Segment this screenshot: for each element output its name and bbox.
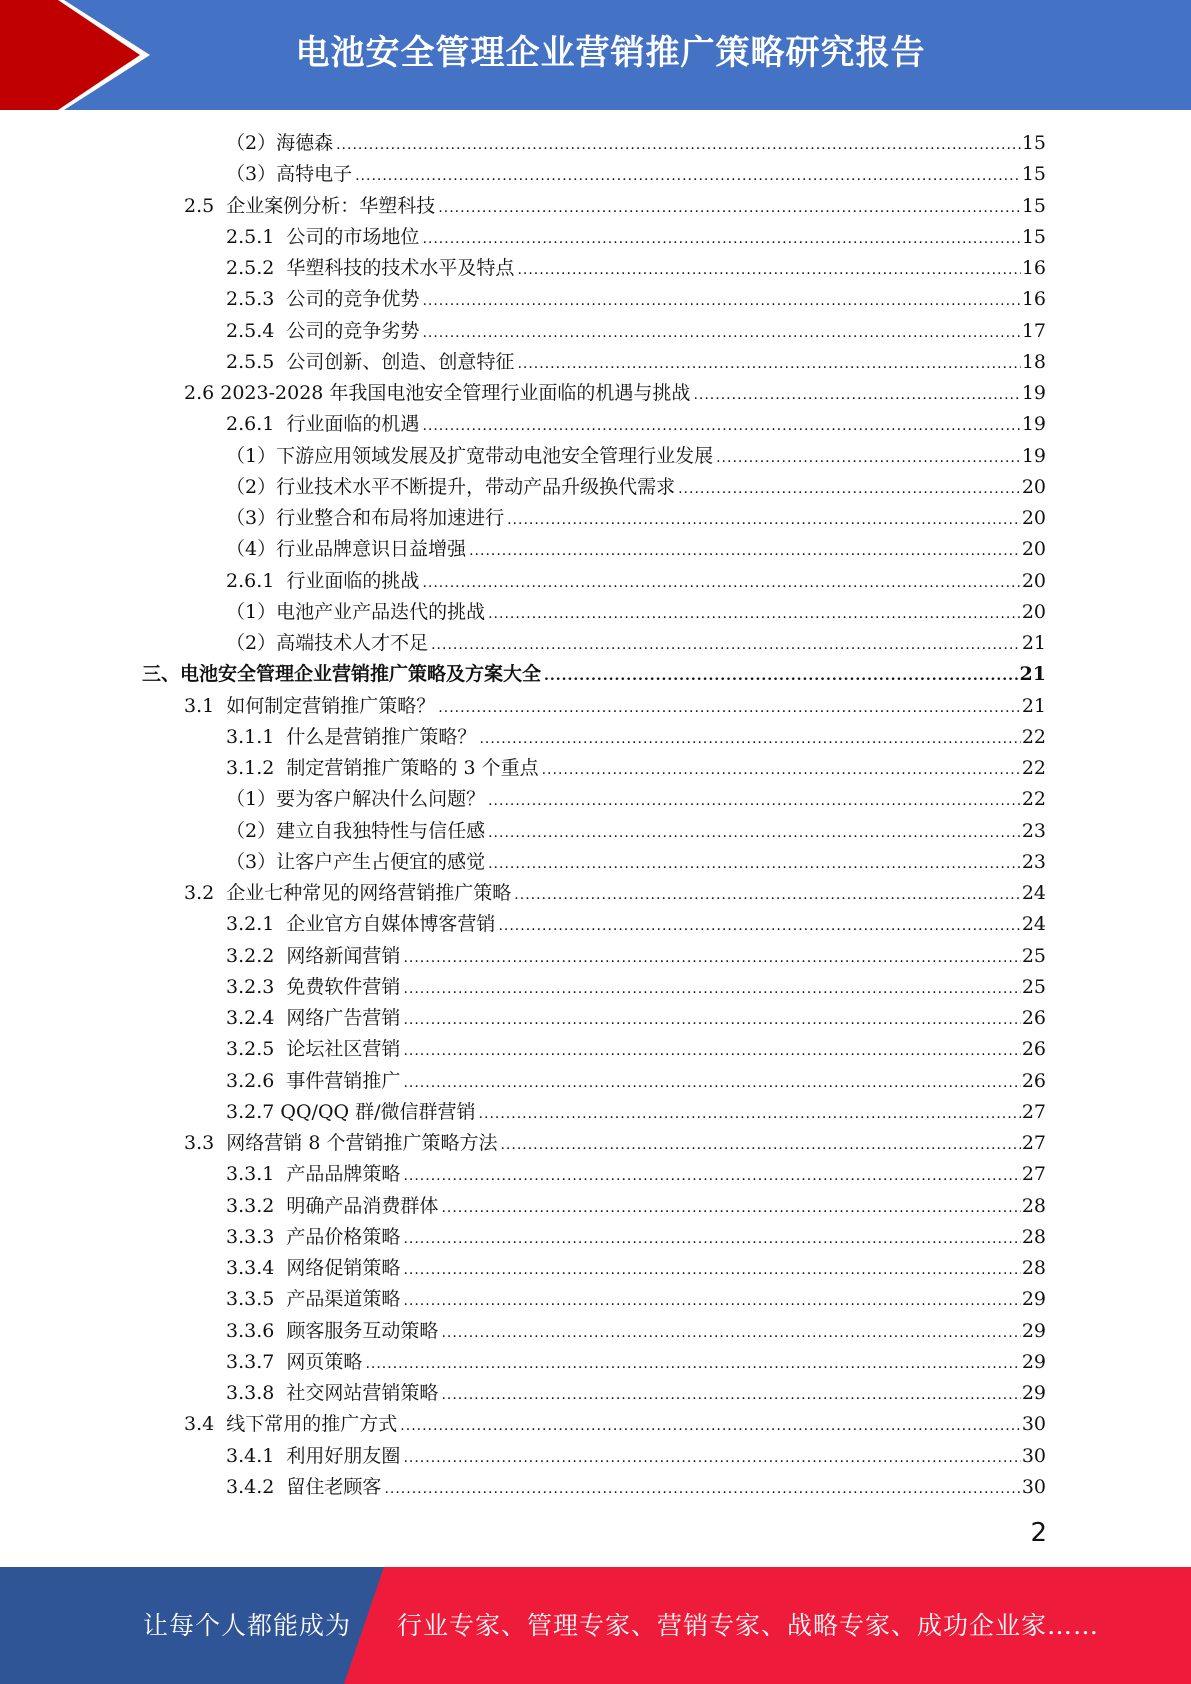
toc-entry-label: 3.3.4 网络促销策略 — [226, 1257, 401, 1279]
toc-entry[interactable] — [0, 1222, 1046, 1253]
toc-entry-page: 18 — [1021, 350, 1046, 373]
toc-entry[interactable] — [0, 972, 1046, 1003]
toc-entry[interactable] — [0, 1159, 1046, 1190]
toc-entry-page: 23 — [1021, 850, 1046, 873]
toc-dot-leader — [336, 130, 1021, 161]
toc-dot-leader — [403, 1286, 1020, 1317]
toc-entry-page: 24 — [1021, 913, 1046, 936]
toc-entry-label: 2.5.1 公司的市场地位 — [226, 225, 420, 248]
toc-entry-page: 26 — [1021, 1007, 1046, 1029]
toc-entry[interactable] — [0, 1253, 1046, 1284]
toc-entry-page: 15 — [1021, 163, 1046, 186]
toc-entry-label: （1）要为客户解决什么问题？ — [226, 788, 486, 811]
toc-dot-leader — [488, 786, 1021, 817]
toc-entry-page: 20 — [1021, 600, 1046, 623]
toc-entry-page: 20 — [1021, 538, 1046, 561]
toc-entry-label: 3.1 如何制定营销推广策略？ — [184, 694, 436, 717]
toc-entry-label: （4）行业品牌意识日益增强 — [226, 538, 467, 561]
toc-entry-page: 27 — [1021, 1163, 1046, 1186]
toc-dot-leader — [403, 1036, 1020, 1067]
toc-entry-label: 3.1.1 什么是营销推广策略？ — [226, 725, 477, 748]
toc-entry[interactable] — [0, 253, 1046, 284]
toc-entry[interactable] — [0, 1316, 1046, 1347]
toc-entry-page: 19 — [1021, 444, 1046, 467]
toc-entry[interactable] — [0, 1472, 1046, 1503]
toc-dot-leader — [514, 880, 1021, 911]
toc-entry-page: 20 — [1021, 569, 1046, 592]
toc-entry-label: 2.5.5 公司创新、创造、创意特征 — [226, 350, 515, 373]
toc-entry-page: 17 — [1021, 319, 1046, 342]
toc-entry[interactable] — [0, 1097, 1046, 1128]
toc-entry-label: 3.2.6 事件营销推广 — [226, 1069, 401, 1092]
toc-dot-leader — [403, 1224, 1020, 1255]
toc-entry-label: 3.3.5 产品渠道策略 — [226, 1288, 401, 1311]
toc-entry-label: 3.4.2 留住老顾客 — [226, 1475, 382, 1498]
toc-entry-page: 30 — [1021, 1444, 1046, 1467]
toc-entry-label: 3.4.1 利用好朋友圈 — [226, 1444, 401, 1467]
toc-entry[interactable] — [0, 1034, 1046, 1065]
toc-dot-leader — [469, 536, 1021, 567]
toc-entry[interactable] — [0, 941, 1046, 972]
page-footer — [0, 1567, 1191, 1684]
toc-entry-label: 3.2.3 免费软件营销 — [226, 975, 401, 998]
toc-entry-page: 19 — [1021, 413, 1046, 436]
toc-entry-page: 22 — [1021, 757, 1046, 779]
toc-entry[interactable] — [0, 784, 1046, 815]
table-of-contents — [0, 128, 1191, 1503]
toc-entry[interactable] — [0, 128, 1046, 159]
toc-entry-page: 28 — [1021, 1257, 1046, 1279]
toc-dot-leader — [438, 193, 1021, 224]
toc-entry-page: 15 — [1021, 132, 1046, 154]
toc-dot-leader — [422, 318, 1020, 349]
toc-entry[interactable] — [0, 347, 1046, 378]
toc-dot-leader — [431, 630, 1021, 661]
toc-dot-leader — [403, 943, 1020, 974]
toc-dot-leader — [403, 1161, 1020, 1192]
toc-dot-leader — [498, 911, 1020, 942]
toc-entry[interactable] — [0, 284, 1046, 315]
toc-entry-label: 三、电池安全管理企业营销推广策略及方案大全 — [142, 663, 542, 686]
toc-entry-label: 3.2.2 网络新闻营销 — [226, 944, 401, 967]
toc-entry-page: 28 — [1021, 1194, 1046, 1217]
toc-entry-page: 19 — [1021, 382, 1046, 404]
toc-entry-page: 21 — [1021, 632, 1046, 654]
toc-entry-page: 28 — [1021, 1225, 1046, 1248]
toc-dot-leader — [517, 255, 1020, 286]
toc-entry[interactable] — [0, 1066, 1046, 1097]
toc-entry-page: 21 — [1021, 694, 1046, 717]
toc-dot-leader — [403, 1068, 1020, 1099]
toc-entry[interactable] — [0, 1284, 1046, 1315]
toc-entry-page: 16 — [1021, 257, 1046, 279]
toc-entry[interactable] — [0, 503, 1046, 534]
toc-dot-leader — [355, 161, 1021, 192]
toc-entry[interactable] — [0, 534, 1046, 565]
toc-entry[interactable] — [0, 816, 1046, 847]
toc-entry-page: 22 — [1021, 725, 1046, 748]
toc-entry-page: 30 — [1021, 1413, 1046, 1436]
toc-entry-page: 22 — [1021, 788, 1046, 811]
toc-dot-leader — [403, 1255, 1020, 1286]
toc-dot-leader — [422, 224, 1020, 255]
toc-entry[interactable] — [0, 1441, 1046, 1472]
toc-entry-label: 3.3.2 明确产品消费群体 — [226, 1194, 439, 1217]
toc-entry-label: （2）建立自我独特性与信任感 — [226, 819, 486, 842]
toc-dot-leader — [693, 380, 1020, 411]
toc-entry-label: 2.6.1 行业面临的挑战 — [226, 569, 420, 592]
toc-entry[interactable] — [0, 909, 1046, 940]
toc-dot-leader — [488, 599, 1021, 630]
toc-entry[interactable] — [0, 1128, 1046, 1159]
toc-entry-page: 27 — [1021, 1132, 1046, 1154]
toc-entry-label: 2.5.2 华塑科技的技术水平及特点 — [226, 257, 515, 279]
toc-entry-label: 2.5.4 公司的竞争劣势 — [226, 319, 420, 342]
toc-dot-leader — [422, 411, 1020, 442]
toc-entry-page: 25 — [1021, 944, 1046, 967]
toc-entry-label: 3.1.2 制定营销推广策略的 3 个重点 — [226, 757, 539, 779]
toc-entry[interactable] — [0, 878, 1046, 909]
toc-dot-leader — [678, 474, 1021, 505]
toc-entry[interactable] — [0, 628, 1046, 659]
toc-entry-label: （2）海德森 — [226, 132, 334, 154]
toc-entry-label: 3.3.7 网页策略 — [226, 1350, 363, 1373]
toc-entry-label: 3.2.5 论坛社区营销 — [226, 1038, 401, 1061]
toc-dot-leader — [422, 568, 1020, 599]
toc-entry-label: 3.3.3 产品价格策略 — [226, 1225, 401, 1248]
toc-entry-label: 3.2.4 网络广告营销 — [226, 1007, 401, 1029]
toc-dot-leader — [500, 1130, 1020, 1161]
toc-entry-page: 15 — [1021, 194, 1046, 217]
toc-entry-label: 3.2.1 企业官方自媒体博客营销 — [226, 913, 496, 936]
toc-entry-page: 21 — [1019, 663, 1046, 686]
toc-dot-leader — [488, 849, 1021, 880]
toc-entry[interactable] — [0, 191, 1046, 222]
toc-entry-label: 2.6 2023-2028 年我国电池安全管理行业面临的机遇与挑战 — [184, 382, 691, 404]
toc-dot-leader — [422, 286, 1020, 317]
toc-dot-leader — [441, 1380, 1020, 1411]
toc-dot-leader — [544, 661, 1019, 692]
toc-entry-label: 3.2.7 QQ/QQ 群/微信群营销 — [226, 1100, 476, 1123]
toc-entry-label: 2.5 企业案例分析：华塑科技 — [184, 194, 436, 217]
toc-entry-page: 30 — [1021, 1475, 1046, 1498]
toc-entry[interactable] — [0, 1378, 1046, 1409]
toc-entry[interactable] — [0, 566, 1046, 597]
toc-dot-leader — [441, 1193, 1020, 1224]
toc-entry-label: （1）下游应用领域发展及扩宽带动电池安全管理行业发展 — [226, 444, 714, 467]
toc-dot-leader — [488, 818, 1021, 849]
toc-entry[interactable] — [0, 1003, 1046, 1034]
toc-dot-leader — [403, 1005, 1020, 1036]
toc-entry[interactable] — [0, 722, 1046, 753]
toc-dot-leader — [403, 1443, 1020, 1474]
toc-entry-label: 3.3.1 产品品牌策略 — [226, 1163, 401, 1186]
toc-dot-leader — [403, 974, 1020, 1005]
toc-dot-leader — [438, 693, 1021, 724]
toc-entry-page: 23 — [1021, 819, 1046, 842]
toc-entry-page: 26 — [1021, 1069, 1046, 1092]
toc-dot-leader — [365, 1349, 1020, 1380]
toc-entry-label: 3.3 网络营销 8 个营销推广策略方法 — [184, 1132, 498, 1154]
toc-entry-label: （3）行业整合和布局将加速进行 — [226, 507, 505, 529]
toc-entry[interactable] — [0, 472, 1046, 503]
footer-slogan-right: 行业专家、管理专家、营销专家、战略专家、成功企业家…… — [397, 1611, 1100, 1640]
toc-entry[interactable] — [0, 316, 1046, 347]
toc-entry[interactable] — [0, 691, 1046, 722]
toc-dot-leader — [542, 755, 1021, 786]
toc-entry-page: 25 — [1021, 975, 1046, 998]
page-number: 2 — [1030, 1518, 1047, 1548]
toc-entry[interactable] — [0, 409, 1046, 440]
toc-entry-label: （2）行业技术水平不断提升，带动产品升级换代需求 — [226, 475, 676, 498]
toc-entry[interactable] — [0, 753, 1046, 784]
toc-entry-page: 26 — [1021, 1038, 1046, 1061]
toc-entry-page: 27 — [1021, 1100, 1046, 1123]
page-header — [0, 0, 1191, 110]
toc-entry-page: 29 — [1021, 1382, 1046, 1404]
toc-entry-page: 16 — [1021, 288, 1046, 311]
toc-entry-label: （3）高特电子 — [226, 163, 353, 186]
toc-entry-label: （2）高端技术人才不足 — [226, 632, 429, 654]
toc-entry[interactable] — [0, 222, 1046, 253]
toc-dot-leader — [507, 505, 1021, 536]
toc-dot-leader — [441, 1318, 1020, 1349]
toc-entry-page: 24 — [1021, 882, 1046, 904]
report-title: 电池安全管理企业营销推广策略研究报告 — [295, 33, 926, 73]
toc-dot-leader — [517, 349, 1020, 380]
toc-dot-leader — [384, 1474, 1020, 1505]
toc-entry[interactable] — [0, 1409, 1046, 1440]
toc-dot-leader — [479, 724, 1020, 755]
toc-dot-leader — [716, 443, 1021, 474]
toc-entry[interactable] — [0, 597, 1046, 628]
toc-entry-label: 3.2 企业七种常见的网络营销推广策略 — [184, 882, 512, 904]
toc-dot-leader — [479, 1099, 1021, 1130]
toc-entry[interactable] — [0, 441, 1046, 472]
toc-entry[interactable] — [0, 847, 1046, 878]
toc-entry[interactable] — [0, 159, 1046, 190]
toc-entry-label: 2.5.3 公司的竞争优势 — [226, 288, 420, 311]
toc-entry[interactable] — [0, 1347, 1046, 1378]
toc-entry[interactable] — [0, 378, 1046, 409]
toc-entry-page: 29 — [1021, 1319, 1046, 1342]
toc-entry-label: 3.4 线下常用的推广方式 — [184, 1413, 398, 1436]
toc-entry[interactable] — [0, 659, 1046, 690]
toc-entry-page: 29 — [1021, 1350, 1046, 1373]
toc-entry-label: 2.6.1 行业面临的机遇 — [226, 413, 420, 436]
toc-entry-page: 20 — [1021, 475, 1046, 498]
toc-dot-leader — [400, 1411, 1021, 1442]
toc-entry-label: 3.3.8 社交网站营销策略 — [226, 1382, 439, 1404]
toc-entry-page: 15 — [1021, 225, 1046, 248]
footer-slogan-left: 让每个人都能成为 — [143, 1611, 352, 1640]
toc-entry-label: （3）让客户产生占便宜的感觉 — [226, 850, 486, 873]
toc-entry-label: （1）电池产业产品迭代的挑战 — [226, 600, 486, 623]
toc-entry-page: 29 — [1021, 1288, 1046, 1311]
toc-entry[interactable] — [0, 1191, 1046, 1222]
toc-entry-page: 20 — [1021, 507, 1046, 529]
toc-entry-label: 3.3.6 顾客服务互动策略 — [226, 1319, 439, 1342]
